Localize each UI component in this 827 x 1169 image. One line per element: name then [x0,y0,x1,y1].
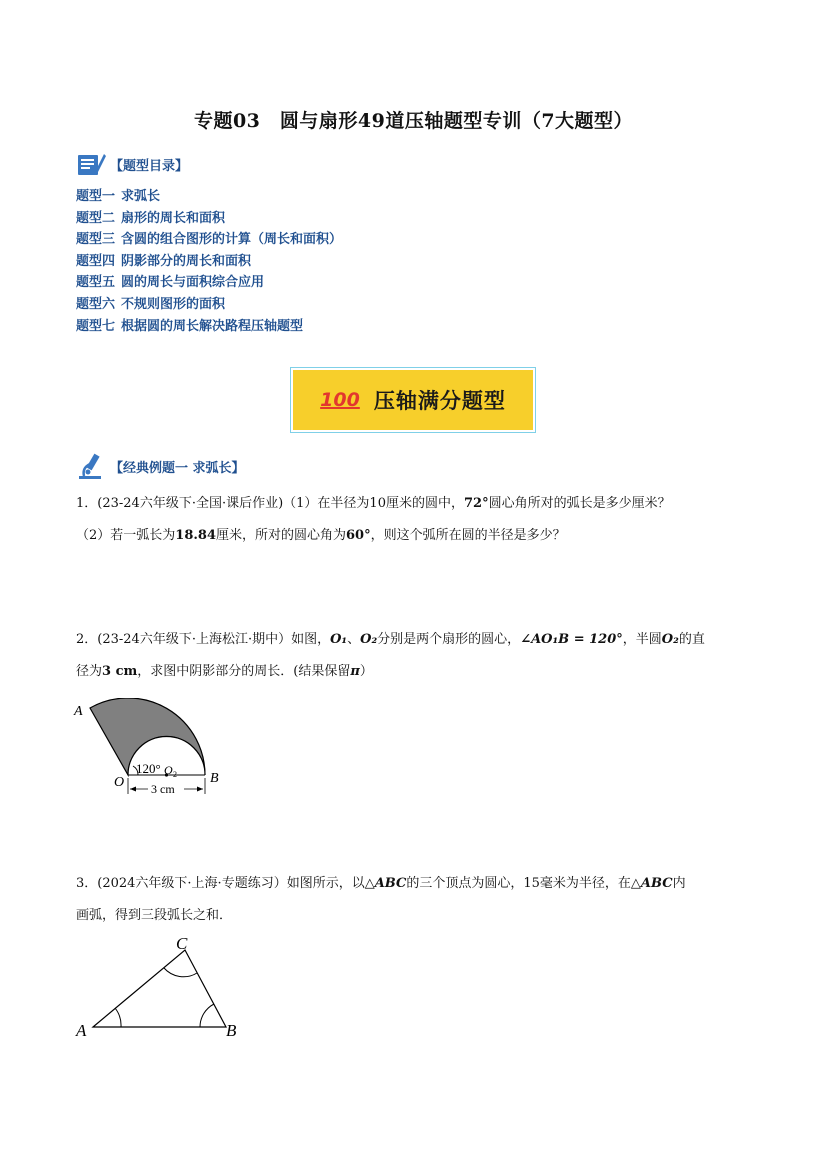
question-1-line-1: 1．(23-24六年级下·全国·课后作业)（1）在半径为10厘米的圆中，72°圆心角所对的弧长是多少厘米？ [76,496,671,511]
label-b: B [226,1021,237,1040]
question-3-line-2: 画弧，得到三段弧长之和． [76,908,233,923]
label-o2: O [164,763,173,777]
notebook-pencil-icon [76,150,106,178]
banner-text: 压轴满分题型 [373,389,506,413]
label-o2-sub: 2 [173,770,177,779]
toc-item[interactable]: 题型三 含圆的组合图形的计算（周长和面积） [76,232,343,248]
sector-figure [70,698,230,808]
dimension-label: 3 cm [151,782,175,796]
banner [290,367,536,433]
toc-list [76,186,342,337]
label-a: A [74,704,83,719]
toc-item[interactable]: 题型二 扇形的周长和面积 [76,210,226,226]
toc-header-label: 【题型目录】 [110,158,189,174]
question-1-line-2: （2）若一弧长为18.84厘米，所对的圆心角为60°，则这个弧所在圆的半径是多少？ [76,528,566,543]
toc-item[interactable]: 题型五 圆的周长与面积综合应用 [76,275,265,291]
triangle-figure [70,930,250,1045]
toc-item[interactable]: 题型一 求弧长 [76,189,161,204]
example-header-label: 【经典例题一 求弧长】 [110,460,245,476]
page-title: 专题03 圆与扇形49道压轴题型专训（7大题型） [193,110,634,132]
toc-item[interactable]: 题型七 根据圆的周长解决路程压轴题型 [76,318,304,334]
hundred-points-icon: 100 [320,389,360,411]
microscope-icon [76,452,106,480]
question-1 [76,488,756,552]
label-c: C [176,934,188,953]
question-2-line-2: 径为3 cm，求图中阴影部分的周长．(结果保留π） [76,664,373,679]
question-3 [76,868,756,932]
angle-label: 120° [136,761,161,776]
toc-header [76,150,188,178]
example-header [76,452,245,480]
toc-item[interactable]: 题型六 不规则图形的面积 [76,296,226,312]
label-b: B [210,771,219,786]
toc-item[interactable]: 题型四 阴影部分的周长和面积 [76,253,252,269]
question-2 [76,624,756,688]
label-a: A [76,1021,87,1040]
question-3-line-1: 3．(2024六年级下·上海·专题练习）如图所示，以△ABC的三个顶点为圆心，15毫米为半径，在△ABC内 [76,876,686,891]
question-2-line-1: 2．(23-24六年级下·上海松江·期中）如图，O₁、O₂分别是两个扇形的圆心，∠AO₁B = 120°，半圆O₂的直 [76,632,705,647]
label-o: O [114,775,125,790]
